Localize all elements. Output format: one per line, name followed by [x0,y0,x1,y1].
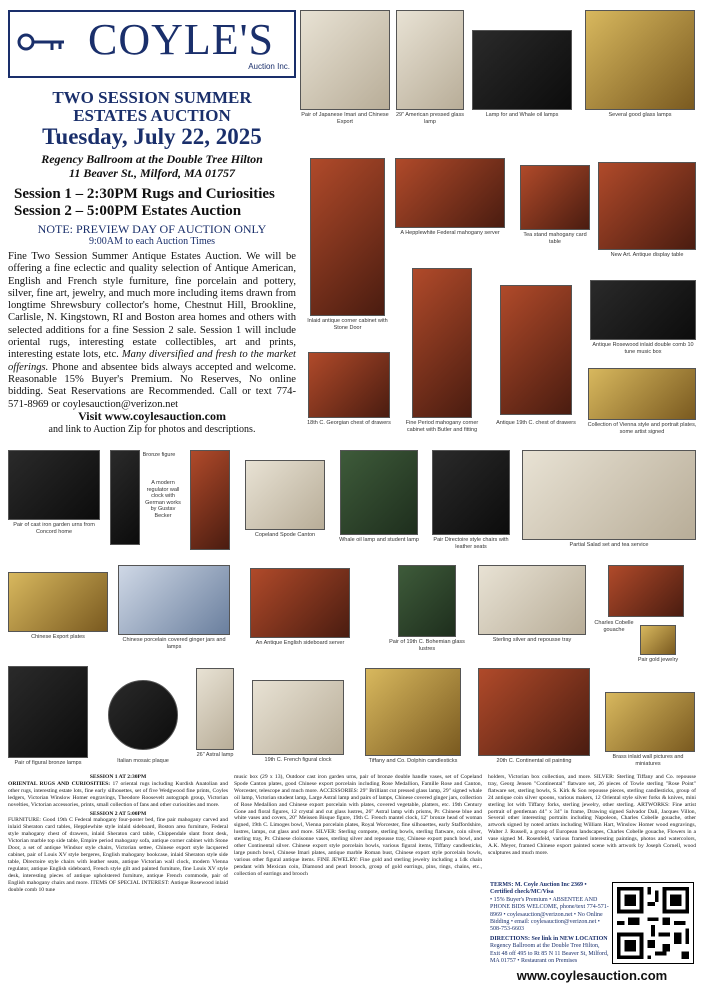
directions-heading: DIRECTIONS: See link in NEW LOCATION [490,935,608,942]
photo-bronze-figure [110,450,140,545]
column-3: holders, Victorian box collection, and more. SILVER: Sterling Tiffany and Co. repousse tray, Georg Jensen "Continental" flatware set, 26 pieces of Towle sterling "Rose Point" flatware set, sterling bowls, S. Kirk & Son repousse pieces, sterling candlesticks, group of 24 antique coin silver spoons, various makers, 12 Oriental style silver forks & knives, mini sterling lot with Tiffany forks, sterling jewelry, other sterling. ARTWORKS: Fine artist portrait of gentleman 44" x 34" in frame, Drawing signed Salvador Dali, Jacques Villon, Several other interesting portraits including Napoleon, Charles Cobelle gouache, other artwork signed by noted artists including William Hart, Winslow Homer wood engravings, Walter J. Russell, a group of European landscapes, Charles Cobelle gouache, Flowers in a vase signed M. Rosenfeld, various framed interesting paintings, photos and watercolors, A.K. Meyer, framed Chinese export painted scene with artwork by Joseph Cornell, wood sculptures and much more. [488,774,696,856]
caption-9: Antique Rosewood inlaid double comb 10 tune music box [592,342,694,355]
column-1 [8,774,228,986]
caption-25: Sterling silver and repousse tray [492,637,572,643]
photo-astral-lamp [196,668,234,750]
photo-wall-pictures [605,692,695,752]
photo-bohemian-lustres [398,565,456,637]
caption-19: Pair Directoire style chairs with leather seats [433,537,509,550]
photo-export-plates [8,572,108,632]
caption-29: Italian mosaic plaque [117,758,169,764]
session2-heading: SESSION 2 AT 5:00PM [89,810,147,817]
visit-website[interactable]: Visit www.coylesauction.com [78,409,226,423]
caption-30: 26" Astral lamp [196,752,234,758]
caption-28: Pair of figural bronze lamps [14,760,82,766]
intro-italic: Many diversified and fresh to the market offerings. [8,349,296,373]
photo-sterling-tray [478,565,586,635]
photo-glass-lamps [585,10,695,110]
rugs-text: 17 oriental rugs including Kurdish Anatolian and other rugs, interesting estate lots, fine early silhouettes, set of five Wedgwood fine prints, Coyles ledgers, Victorian Winslow Homer engravings, Theodore Roosevelt autograph group, Victorian novelties, Victorian accessories, prints, small collection of fans and other curiosities and more. [8,780,228,808]
terms-line2: • 15% Buyer's Premium • ABSENTEE AND PHONE BIDS WELCOME, phone/text 774-571-8969 • coylesauction@verizon.net • No Online Bidding • email: coylesauction@verizon.net • 508-753-6603 [490,896,609,933]
caption-26: Charles Cobelle gouache [594,620,634,633]
logo-subtitle: Auction Inc. [248,62,290,71]
caption-31: 19th C. French figural clock [264,757,332,763]
directions-text: Regency Ballroom at the Double Tree Hilton, Exit 48 off 495 to Rt 85 N 11 Beaver St, Milford, MA 01757 • Restaurant on Premises [490,943,609,965]
caption-6: Tea stand mahogany card table [523,232,587,245]
photo-regulator-clock [190,450,230,550]
photo-portrait-plates [588,368,696,420]
photo-sideboard [250,568,350,638]
session1-heading: SESSION 1 AT 2:30PM [89,774,147,780]
headline-line1: TWO SESSION SUMMER [52,88,252,107]
preview-times: 9:00AM to each Auction Times [88,236,216,247]
intro-paragraph: Fine Two Session Summer Antique Estates Auction. We will be offering a fine eclectic and quality selection of Antique American, English and French style furniture, fine porcelain and pottery, silver, fine art, jewelry, and much more including items drawn from longtime Shrewsbury collector's home, Chestnut Hill, Brookline, Carlisle, N. Kingstown, RI and Boston area homes and others with selected additions for a fine Session 2 sale. Session 1 will include oriental rugs, interesting estate collectibles, art and prints, interesting estate lots, etc. Many diversified and fresh to the market offerings. Phone and absentee bids always accepted and welcome. Reasonable 15% Buyer's Premium. No Reserves, No online bidding. Seat Reservations are Recommended. Call or text 774-571-8969 or coylesauction@verizon.net [8,251,296,410]
photo-music-box [590,280,696,340]
photo-server [395,158,505,228]
photo-display-table [598,162,696,250]
photo-student-lamp [340,450,418,535]
logo-name: COYLE'S [87,15,275,64]
caption-12: Antique 19th C. chest of drawers [496,420,576,426]
caption-24: Pair of 19th C. Bohemian glass lustres [389,639,465,652]
photo-corner-cabinet [310,158,385,316]
headline-line2: ESTATES AUCTION [73,106,231,125]
caption-15: Bronze figure [142,452,176,458]
photo-ginger-jars [118,565,230,635]
session-2: Session 2 – 5:00PM Estates Auction [14,203,242,219]
photo-mahogany-corner-cabinet [412,268,472,418]
photo-gold-jewelry [640,625,676,655]
caption-20: Partial Salad set and tea service [569,542,649,548]
photo-card-table [520,165,590,230]
column-2: music box (29 x 13), Outdoor cast iron garden urns, pair of bronze double handle vases, set of Copeland Spode Canton plates, good Chinese export porcelain including Rose Medallion, Famille Rose and Canton, Worcester, telescope and much more. ACCESSORIES: 29" Brilliant cut pressed glass lamp, 29" signed whale oil lamp, Victorian student lamp, Large Astral lamp and pairs of lamps, Chinese covered ginger jars, collection of Rose Medallion and Chinese export porcelain with plates, covered vegetable, platters, etc. 19th Century Gone and floral figures, 12 crystal and cut glass lustres, 26" Astral lamp with prisms, Pr. Chinese blue and white vases and covers, 20" Meissen Bisque figure, 19th C. French mantel clock, 12" bronze head of woman signed, 19th C. Limoges bowl, Vienna porcelain plates, Royal Worcester, fine silhouettes, early Staffordshire, lustres, lamps, cut glass and more. SILVER: Sterling compote, sterling bowls, sterling flatware, coin silver, sterling tray, Pr. Chinese cloisonne vases, sterling silver and repousse tray, Chinese export punch bowl, and other Continental silver. Chinese export style porcelain bowls, various figural items, Tiffany candlesticks, large punch bowl, Chinese Imari plates, antique marble Roman bust, Chinese export style porcelain bowls, various other figural antique items. FINE JEWELRY: Fine gold and sterling jewelry including a 14k chain pendant with Mexican coin, Diamond and pearl brooch, group of gold earrings, pins, rings, chains, etc., collection of earrings and brooch [234,774,482,877]
photo-whale-oil-lamps [472,30,572,110]
photo-chest-of-drawers [500,285,572,415]
photo-figural-lamps [8,666,88,758]
photo-mosaic-plaque [108,680,178,750]
terms-block [490,882,610,965]
caption-10: 18th C. Georgian chest of drawers [307,420,391,426]
caption-2: 29" American pressed glass lamp [396,112,464,125]
caption-8: Inlaid antique corner cabinet with Stone Door [307,318,388,331]
photo-dolphin-candlesticks [365,668,461,756]
caption-1: Pair of Japanese Imari and Chinese Export [301,112,389,125]
furniture-text: FURNITURE: Good 19th C Federal mahogany four-poster bed, fine pair mahogany carved and inlaid Sheraton card tables, Hepplewhite style inlaid sideboard, Boston area furniture, Federal style mahogany chest of drawers, inlaid Sheraton card table, Chippendale slant front desk, Victorian marble top side table, Empire period mahogany sofa, antique corner cabinet with Stone Door, a set of antique Windsor style chairs, Victorian settee, Chinese export style lacquered cabinet, pair of Louis XV style bergeres, English mahogany bookcase, inlaid Sheraton style side table, Directoire style chairs with leather seats, antique Victorian wall clock, modern Vienna regulator, antique English sideboard, French style gilt and painted furniture, fine Louis XV style desk, interesting pieces of antique upholstered furniture, antique French commode, pair of English mahogany chairs and more. ITEMS OF SPECIAL INTEREST: Antique Rosewood inlaid double comb 10 tune [8,817,228,893]
caption-7: New Art. Antique display table [610,252,684,258]
session-1: Session 1 – 2:30PM Rugs and Curiosities [14,186,275,202]
caption-34: Brass inlaid wall pictures and miniatures [612,754,684,767]
caption-5: A Hepplewhite Federal mahogany server [400,230,500,236]
rugs-heading: ORIENTAL RUGS AND CURIOSITIES: [8,780,111,787]
caption-27: Pair gold jewelry [637,657,679,663]
caption-23: An Antique English sideboard server [255,640,345,646]
venue-line2: 11 Beaver St., Milford, MA 01757 [68,166,235,180]
caption-22: Chinese porcelain covered ginger jars and lamps [122,637,226,650]
caption-11: Fine Period mahogany corner cabinet with Butler and fitting [405,420,479,433]
caption-13: Collection of Vienna style and portrait plates, some artist signed [587,422,697,435]
photo-figural-clock [252,680,344,755]
photo-cobelle-gouache [608,565,684,617]
photo-garden-urns [8,450,100,520]
photo-salad-set [522,450,696,540]
caption-17: Copeland Spode Canton [254,532,316,538]
venue-line1: Regency Ballroom at the Double Tree Hilton [41,152,263,166]
caption-3: Lamp for and Whale oil lamps [485,112,559,118]
qr-code-icon[interactable] [612,882,694,964]
terms-line1: TERMS: M. Coyle Auction Inc 2369 • Certified check/MC/Visa [490,882,587,896]
photo-georgian-chest [308,352,390,418]
photo-directoire-chairs [432,450,510,535]
caption-16: A modern regulator wall clock with German works by Gustav Becker [145,480,181,519]
photo-imari-plates [300,10,390,110]
auction-date: Tuesday, July 22, 2025 [42,124,262,149]
caption-21: Chinese Export plates [31,634,85,640]
caption-32: Tiffany and Co. Dolphin candlesticks [368,758,458,764]
caption-4: Several good glass lamps [608,112,672,118]
caption-18: Whale oil lamp and student lamp [339,537,419,543]
key-icon [16,22,68,62]
auction-zip-link[interactable]: and link to Auction Zip for photos and descriptions. [48,424,256,435]
caption-14: Pair of cast iron garden urns from Concord home [13,522,95,535]
caption-33: 20th C. Continental oil painting [496,758,572,764]
photo-oil-painting [478,668,590,756]
preview-note: NOTE: PREVIEW DAY OF AUCTION ONLY [37,222,267,236]
footer-website[interactable]: www.coylesauction.com [516,968,668,983]
photo-spode-canton [245,460,325,530]
photo-glass-lamp [396,10,464,110]
